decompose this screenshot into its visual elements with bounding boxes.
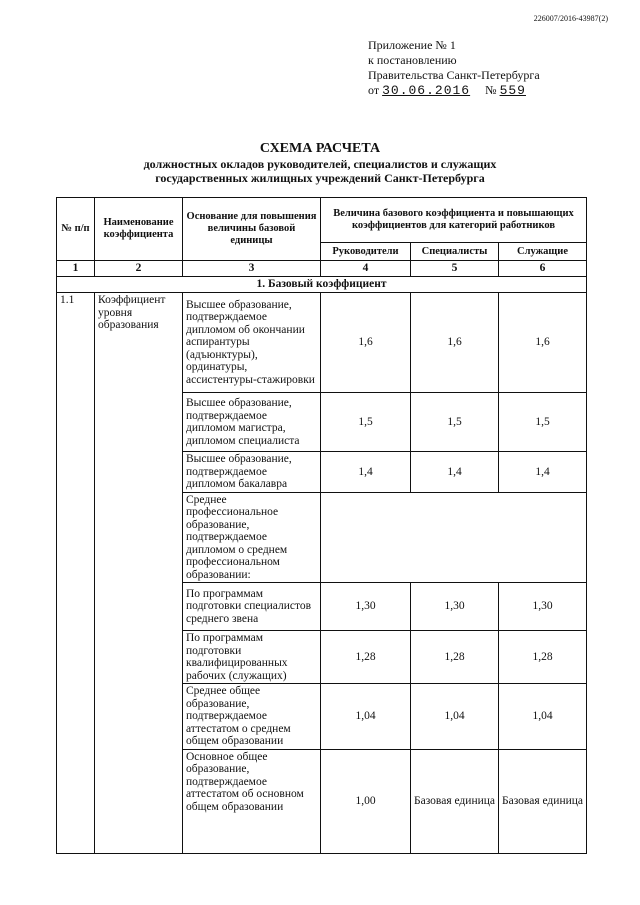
col-number: 5 <box>411 261 499 277</box>
value-employees: Базовая единица <box>499 749 587 853</box>
col-number: 4 <box>321 261 411 277</box>
value-employees: 1,6 <box>499 293 587 393</box>
basis-cell: Высшее образование, подтверждаемое дипломом бакалавра <box>183 452 321 493</box>
table-row <box>57 293 587 393</box>
document-id: 226007/2016-43987(2) <box>533 14 608 23</box>
header-specialists: Специалисты <box>411 243 499 261</box>
col-number: 2 <box>95 261 183 277</box>
from-label: от <box>368 83 380 97</box>
value-managers: 1,5 <box>321 393 411 452</box>
col-number: 1 <box>57 261 95 277</box>
basis-cell: Среднее общее образование, подтверждаемое аттестатом о среднем общем образовании <box>183 684 321 750</box>
header-basis: Основание для повышения величины базовой единицы <box>183 198 321 261</box>
appendix-line-3: Правительства Санкт-Петербурга <box>368 68 540 82</box>
value-specialists: 1,30 <box>411 583 499 631</box>
value-specialists: 1,04 <box>411 684 499 750</box>
item-name: Коэффициент уровня образования <box>95 293 183 854</box>
basis-cell: По программам подготовки специалистов среднего звена <box>183 583 321 631</box>
header-employees: Служащие <box>499 243 587 261</box>
number-label: № <box>485 83 497 97</box>
value-specialists: 1,5 <box>411 393 499 452</box>
col-number: 3 <box>183 261 321 277</box>
value-employees: 1,30 <box>499 583 587 631</box>
appendix-block <box>368 38 540 98</box>
appendix-date-line <box>368 83 540 98</box>
basis-cell: Основное общее образование, подтверждаемое аттестатом об основном общем образовании <box>183 749 321 853</box>
section-heading: 1. Базовый коэффициент <box>57 277 587 293</box>
value-specialists: 1,4 <box>411 452 499 493</box>
value-managers: 1,6 <box>321 293 411 393</box>
value-specialists: 1,28 <box>411 631 499 684</box>
empty-value-cell <box>321 492 587 583</box>
value-employees: 1,04 <box>499 684 587 750</box>
header-managers: Руководители <box>321 243 411 261</box>
value-employees: 1,5 <box>499 393 587 452</box>
value-employees: 1,4 <box>499 452 587 493</box>
value-employees: 1,28 <box>499 631 587 684</box>
col-number: 6 <box>499 261 587 277</box>
value-managers: 1,30 <box>321 583 411 631</box>
title-sub-1: должностных окладов руководителей, специалистов и служащих <box>143 157 497 171</box>
value-specialists: Базовая единица <box>411 749 499 853</box>
value-specialists: 1,6 <box>411 293 499 393</box>
coefficient-table <box>56 197 587 854</box>
appendix-line-1: Приложение № 1 <box>368 38 456 52</box>
resolution-number: 559 <box>499 83 526 98</box>
title-sub-2: государственных жилищных учреждений Санкт-Петербурга <box>155 171 485 185</box>
basis-cell: По программам подготовки квалифицированных рабочих (служащих) <box>183 631 321 684</box>
appendix-line-2: к постановлению <box>368 53 457 67</box>
value-managers: 1,4 <box>321 452 411 493</box>
title-main: СХЕМА РАСЧЕТА <box>259 141 381 156</box>
basis-cell: Высшее образование, подтверждаемое дипломом об окончании аспирантуры (адъюнктуры), ординатуры, ассистентуры-стажировки <box>183 293 321 393</box>
value-managers: 1,00 <box>321 749 411 853</box>
resolution-date: 30.06.2016 <box>382 83 471 98</box>
document-title <box>0 140 640 185</box>
value-managers: 1,28 <box>321 631 411 684</box>
header-num: № п/п <box>57 198 95 261</box>
basis-cell: Высшее образование, подтверждаемое дипломом магистра, дипломом специалиста <box>183 393 321 452</box>
header-group: Величина базового коэффициента и повышающих коэффициентов для категорий работников <box>321 198 587 243</box>
basis-cell: Среднее профессиональное образование, подтверждаемое дипломом о среднем профессиональном образовании: <box>183 492 321 583</box>
value-managers: 1,04 <box>321 684 411 750</box>
header-name: Наименование коэффициента <box>95 198 183 261</box>
item-number: 1.1 <box>57 293 95 854</box>
